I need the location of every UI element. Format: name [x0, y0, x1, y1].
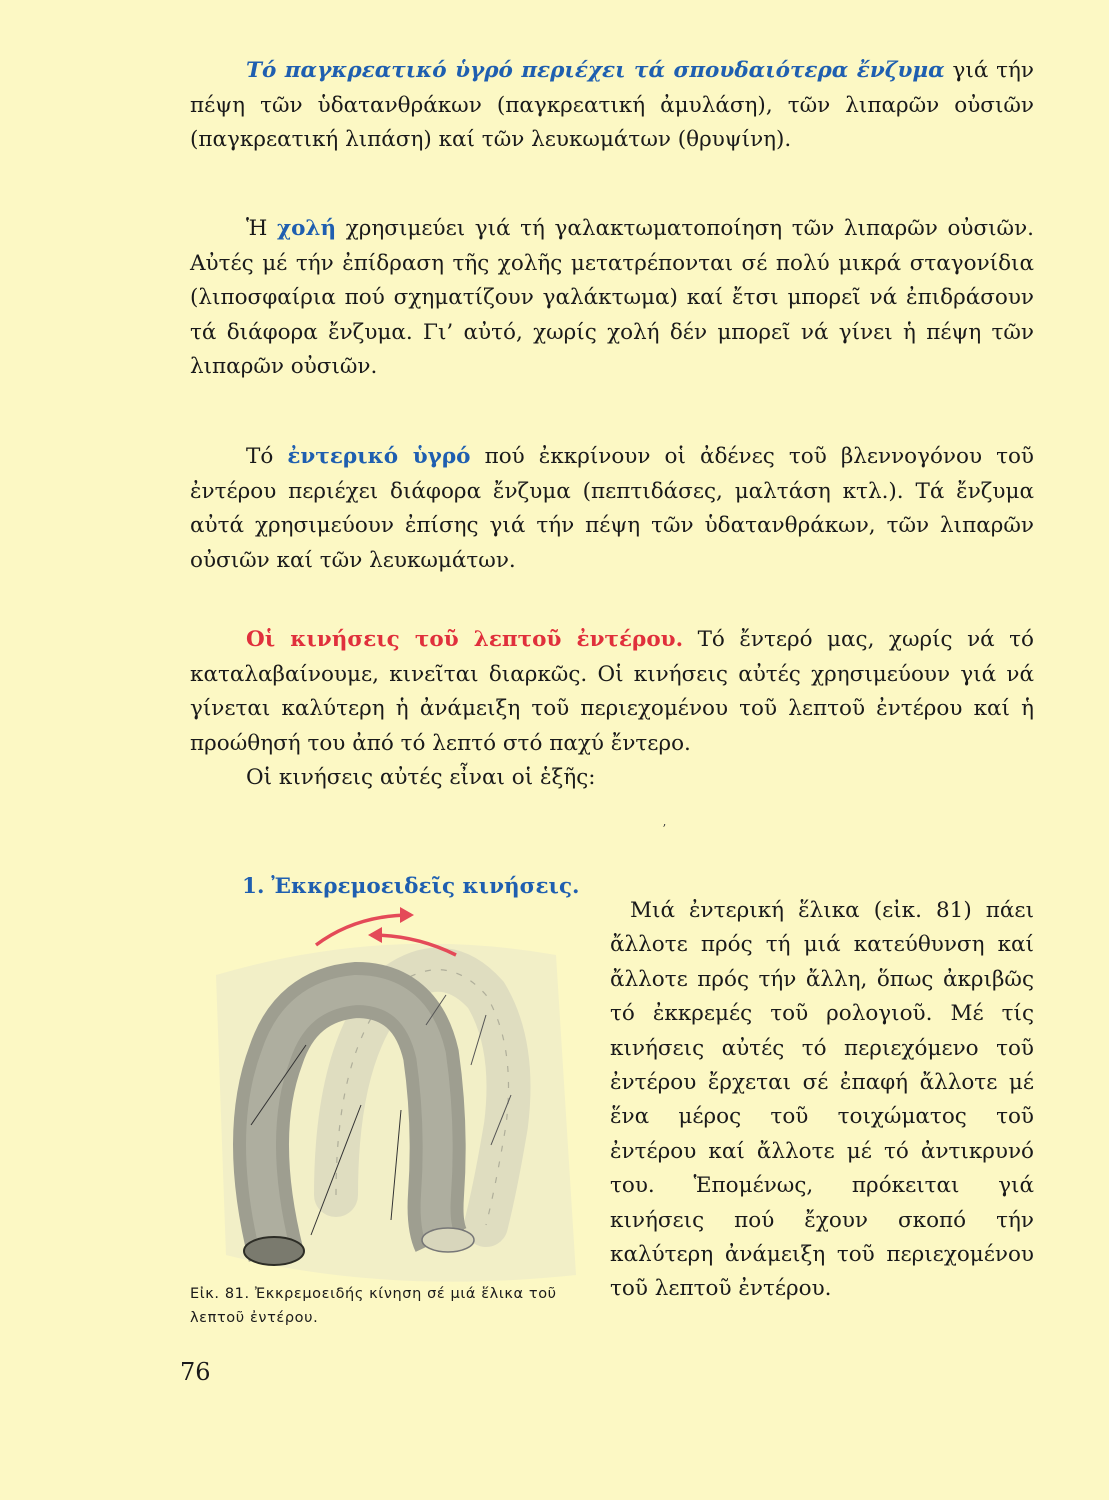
- loop-end-right: [422, 1228, 474, 1252]
- stray-mark: ʼ: [662, 822, 666, 836]
- bile-prefix: Ἡ: [246, 216, 277, 241]
- paragraph-intestinal-juice: [190, 440, 1034, 578]
- bile-highlight: χολή: [276, 216, 337, 241]
- movements-heading: Οἱ κινήσεις τοῦ λεπτοῦ ἐντέρου.: [246, 627, 684, 652]
- figure-caption: Εἰκ. 81. Ἐκκρεμοειδής κίνηση σέ μιά ἕλικα τοῦ λεπτοῦ ἐντέρου.: [190, 1286, 557, 1326]
- arrow-right-icon: [316, 915, 411, 945]
- movements-text: Τό ἔντερό μας, χωρίς νά τό καταλαβαίνουμε, κινεῖται διαρκῶς. Οἱ κινήσεις αὐτές χρησιμεύουν γιά νά γίνεται καλύτερη ἡ ἀνάμειξη τοῦ περιεχομένου τοῦ λεπτοῦ ἐντέρου καί ἡ προώθησή του ἀπό τό λεπτό στό παχύ ἔντερο.: [190, 627, 1034, 756]
- item1-heading: Ἐκκρεμοειδεῖς κινήσεις.: [271, 874, 580, 899]
- item1-text: Μιά ἐντερική ἕλικα (εἰκ. 81) πάει ἄλλοτε πρός τή μιά κατεύθυνση καί ἄλλοτε πρός τήν ἄλλη, ὅπως ἀκριβῶς τό ἐκκρεμές τοῦ ρολογιοῦ. Μέ τίς κινήσεις αὐτές τό περιεχόμενο τοῦ ἐντέρου ἔρχεται σέ ἐπαφή ἄλλοτε μέ ἕνα μέρος τοῦ τοιχώματος τοῦ ἐντέρου καί ἄλλοτε μέ τό ἀντικρυνό του. Ἑπομένως, πρόκειται γιά κινήσεις πού ἔχουν σκοπό τήν καλύτερη ἀνάμειξη τοῦ περιεχομένου τοῦ λεπτοῦ ἐντέρου.: [610, 898, 1034, 1302]
- figure-81: [186, 895, 586, 1305]
- pancreatic-juice-text: γιά τήν πέψη τῶν ὑδατανθράκων (παγκρεατική ἀμυλάση), τῶν λιπαρῶν οὐσιῶν (παγκρεατική λιπάση) καί τῶν λευκωμάτων (θρυψίνη).: [190, 58, 1034, 152]
- paragraph-movements-list-intro: [190, 761, 1034, 796]
- pancreatic-juice-highlight: Τό παγκρεατικό ὑγρό περιέχει τά σπουδαιότερα ἔνζυμα: [246, 58, 945, 83]
- page-number: 76: [180, 1358, 211, 1386]
- intestinal-juice-prefix: Τό: [246, 444, 288, 469]
- item1-description: [610, 894, 1034, 1307]
- intestine-loop-illustration: [186, 895, 586, 1305]
- intestinal-juice-highlight: ἐντερικό ὑγρό: [287, 444, 471, 469]
- paragraph-pancreatic-juice: [190, 54, 1034, 158]
- paragraph-bile: [190, 212, 1034, 385]
- intestinal-juice-text: πού ἐκκρίνουν οἱ ἀδένες τοῦ βλεννογόνου τοῦ ἐντέρου περιέχει διάφορα ἔνζυμα (πεπτιδάσες, μαλτάση κτλ.). Τά ἔνζυμα αὐτά χρησιμεύουν ἐπίσης γιά τήν πέψη τῶν ὑδατανθράκων, τῶν λιπαρῶν οὐσιῶν καί τῶν λευκωμάτων.: [190, 444, 1034, 573]
- bile-text: χρησιμεύει γιά τή γαλακτωματοποίηση τῶν λιπαρῶν οὐσιῶν. Αὐτές μέ τήν ἐπίδραση τῆς χολῆς μετατρέπονται σέ πολύ μικρά σταγονίδια (λιποσφαίρια πού σχηματίζουν γαλάκτωμα) καί ἔτσι μπορεῖ νά ἐπιδράσουν τά διάφορα ἔνζυμα. Γι’ αὐτό, χωρίς χολή δέν μπορεῖ νά γίνει ἡ πέψη τῶν λιπαρῶν οὐσιῶν.: [190, 216, 1034, 379]
- loop-end-left: [244, 1237, 304, 1265]
- item1-number: 1.: [242, 874, 265, 899]
- movements-list-intro: Οἱ κινήσεις αὐτές εἶναι οἱ ἑξῆς:: [246, 765, 596, 790]
- paragraph-intestine-movements: [190, 623, 1034, 761]
